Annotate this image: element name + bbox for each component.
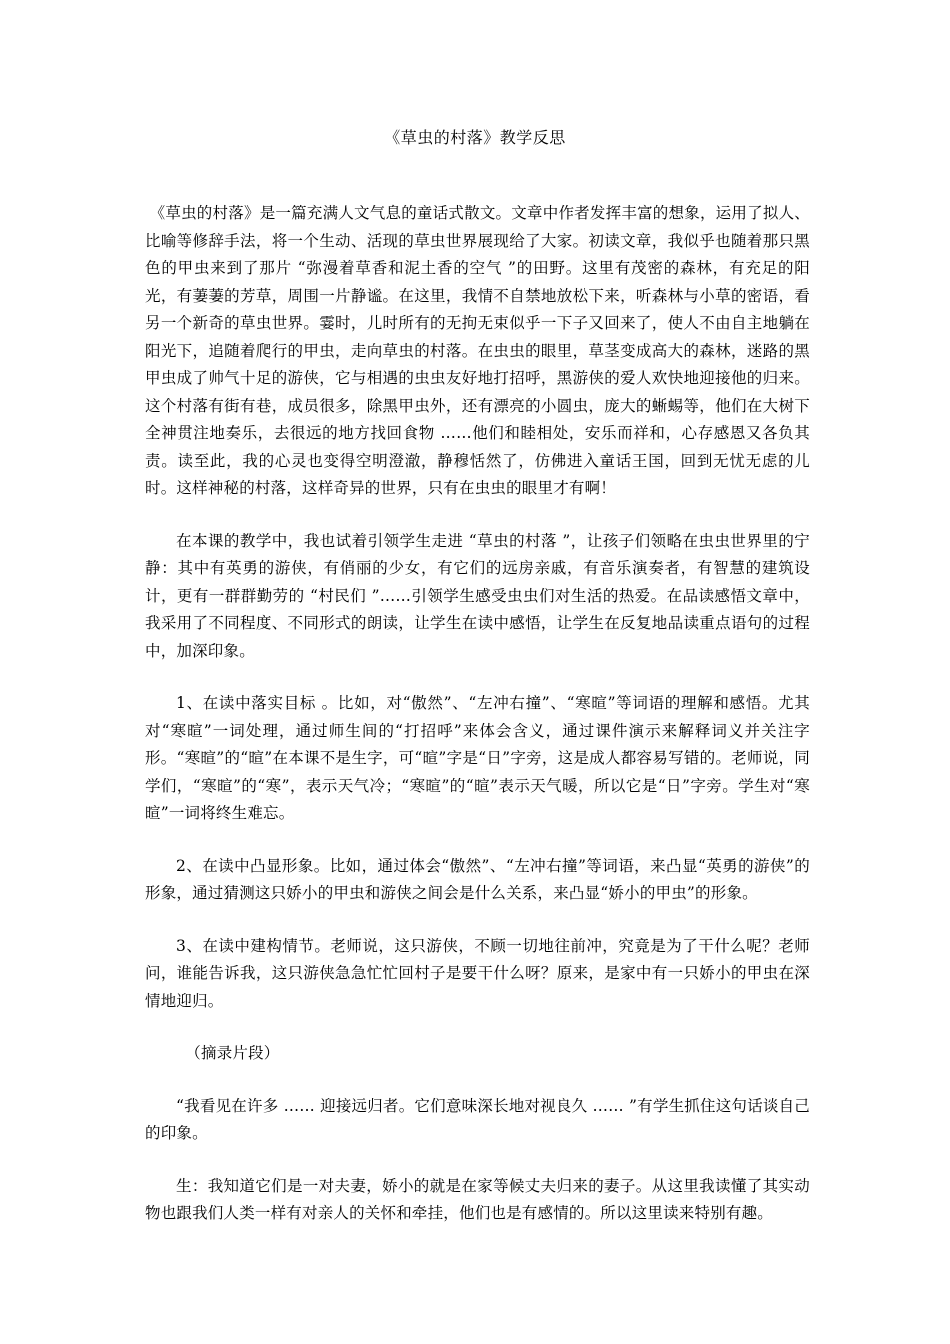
paragraph-point-2: 2、在读中凸显形象。比如，通过体会“傲然”、“左冲右撞”等词语，来凸显“英勇的游侠”的形象，通过猜测这只娇小的甲虫和游侠之间会是什么关系，来凸显“娇小的甲虫”的形象。 [145, 856, 810, 902]
paragraph-quote: “我看见在许多 …… 迎接远归者。它们意味深长地对视良久 …… ”有学生抓住这句话谈自己的印象。 [145, 1096, 810, 1142]
paragraph-intro: 《草虫的村落》是一篇充满人文气息的童话式散文。文章中作者发挥丰富的想象，运用了拟人、比喻等修辞手法，将一个生动、活现的草虫世界展现给了大家。初读文章，我似乎也随着那只黑色的甲虫来到了那片 “弥漫着草香和泥土香的空气 ”的田野。这里有茂密的森林，有充足的阳光，有萋萋的芳草，周围一片静谧。在这里，我情不自禁地放松下来，听森林与小草的密语，看另一个新奇的草虫世界。霎时，儿时所有的无拘无束似乎一下子又回来了，使人不由自主地躺在阳光下，追随着爬行的甲虫，走向草虫的村落。在虫虫的眼里，草茎变成高大的森林，迷路的黑甲虫成了帅气十足的游侠，它与相遇的虫虫友好地打招呼，黑游侠的爱人欢快地迎接他的归来。这个村落有街有巷，成员很多，除黑甲虫外，还有漂亮的小圆虫，庞大的蜥蜴等，他们在大树下全神贯注地奏乐，去很远的地方找回食物 ……他们和睦相处，安乐而祥和，心存感恩又各负其责。读至此，我的心灵也变得空明澄澈，静穆恬然了，仿佛进入童话王国，回到无忧无虑的儿时。这样神秘的村落，这样奇异的世界，只有在虫虫的眼里才有啊！ [145, 204, 810, 497]
paragraph-point-1: 1、在读中落实目标 。比如，对“傲然”、“左冲右撞”、“寒暄”等词语的理解和感悟。尤其对“寒暄”一词处理，通过师生间的“打招呼”来体会含义，通过课件演示来解释词义并关注字形。“寒暄”的“暄”在本课不是生字，可“暄”字是“日”字旁，这是成人都容易写错的。老师说，同学们，“寒暄”的“寒”，表示天气冷；“寒暄”的“暄”表示天气暖，所以它是“日”字旁。学生对“寒暄”一词将终生难忘。 [145, 694, 810, 822]
document-body [145, 200, 810, 1253]
document-title: 《草虫的村落》教学反思 [384, 128, 566, 147]
paragraph-teaching: 在本课的教学中，我也试着引领学生走进 “草虫的村落 ”，让孩子们领略在虫虫世界里的宁静：其中有英勇的游侠，有俏丽的少女，有它们的远房亲戚，有音乐演奏者，有智慧的建筑设计，更有一群群勤劳的 “村民们 ”……引领学生感受虫虫们对生活的热爱。在品读感悟文章中，我采用了不同程度、不同形式的朗读，让学生在读中感悟，让学生在反复地品读重点语句的过程中，加深印象。 [145, 531, 810, 660]
paragraph-excerpt-label: （摘录片段） [185, 1044, 280, 1062]
paragraph-point-3: 3、在读中建构情节。老师说，这只游侠，不顾一切地往前冲，究竟是为了干什么呢？老师问，谁能告诉我，这只游侠急急忙忙回村子是要干什么呀？原来，是家中有一只娇小的甲虫在深情地迎归。 [145, 936, 810, 1010]
paragraph-student-response: 生：我知道它们是一对夫妻，娇小的就是在家等候丈夫归来的妻子。从这里我读懂了其实动物也跟我们人类一样有对亲人的关怀和牵挂，他们也是有感情的。所以这里读来特别有趣。 [145, 1176, 810, 1222]
